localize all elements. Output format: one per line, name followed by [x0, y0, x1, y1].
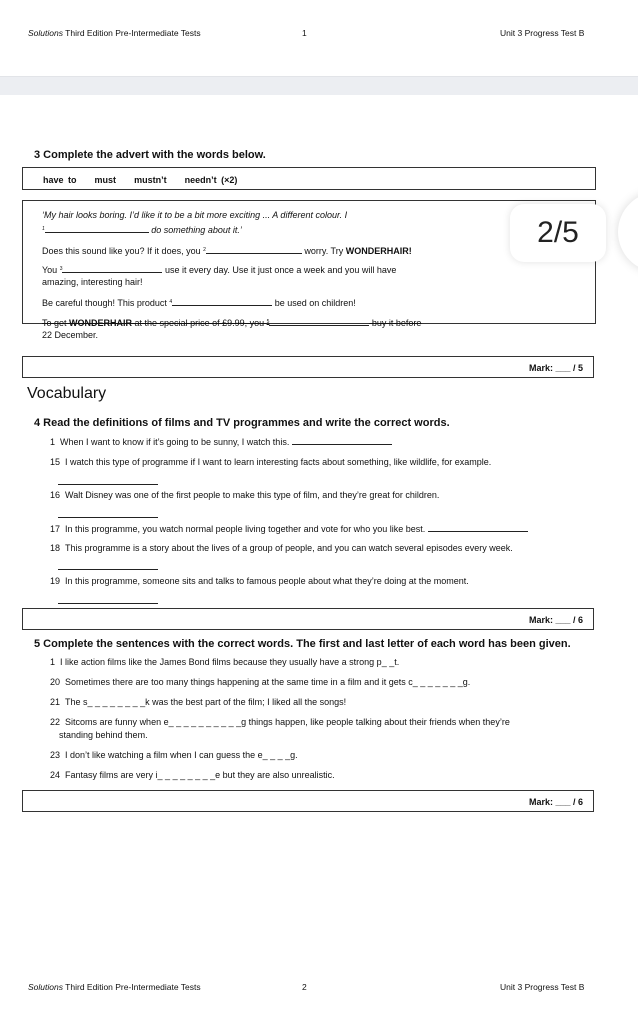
word-bank-item: must: [94, 175, 117, 185]
header-page-number: 1: [302, 28, 307, 38]
sentence-item-continued: standing behind them.: [59, 730, 148, 740]
mark-box-4: [22, 608, 594, 630]
advert-line-1: ‘My hair looks boring. I’d like it to be a bit more exciting ... A different colour. I: [42, 210, 348, 220]
answer-blank-2[interactable]: [206, 245, 302, 254]
header-book-title: Solutions Third Edition Pre-Intermediate Tests: [28, 28, 201, 38]
sentence-item: 20 Sometimes there are too many things happening at the same time in a film and it gets c_ _ _ _ _ _ _g.: [50, 677, 471, 687]
definition-item: 15 I watch this type of programme if I want to learn interesting facts about something, like wildlife, for example.: [50, 457, 492, 467]
answer-blank[interactable]: [58, 561, 158, 570]
footer-page-number: 2: [302, 982, 307, 992]
answer-blank-1[interactable]: [45, 224, 149, 233]
word-bank-item: have to: [43, 175, 77, 185]
mark-4: Mark: ___ / 6: [528, 615, 583, 625]
mark-box-5: [22, 790, 594, 812]
sentence-item: 23 I don’t like watching a film when I can guess the e_ _ _ _g.: [50, 750, 298, 760]
section3-title: 3 Complete the advert with the words below.: [34, 149, 266, 161]
advert-line-3: You $^3$ use it every day. Use it just once a week and you will have: [42, 265, 397, 275]
advert-line-3c: amazing, interesting hair!: [42, 277, 143, 287]
score-badge: 2/5: [510, 204, 606, 262]
mark-3: Mark: ___ / 5: [528, 363, 583, 373]
advert-line-2: Does this sound like you? If it does, you $^2$ worry. Try WONDERHAIR!: [42, 246, 412, 256]
sentence-item: 24 Fantasy films are very i_ _ _ _ _ _ _ _e but they are also unrealistic.: [50, 770, 335, 780]
advert-line-5d: 22 December.: [42, 330, 99, 340]
sentence-item: 21 The s_ _ _ _ _ _ _ _k was the best part of the film; I liked all the songs!: [50, 697, 347, 707]
definition-item: 18 This programme is a story about the lives of a group of people, and you can watch several episodes every week.: [50, 543, 513, 553]
answer-blank[interactable]: [292, 436, 392, 445]
definition-item: 16 Walt Disney was one of the first people to make this type of film, and they’re great for children.: [50, 490, 440, 500]
answer-blank[interactable]: [58, 509, 158, 518]
vocabulary-heading: Vocabulary: [27, 385, 107, 402]
mark-box-3: [22, 356, 594, 378]
answer-blank-5[interactable]: [269, 317, 369, 326]
answer-blank[interactable]: [58, 595, 158, 604]
sentence-item: 1 I like action films like the James Bond films because they usually have a strong p_ _t.: [50, 657, 400, 667]
answer-blank-4[interactable]: [172, 297, 272, 306]
section4-title: 4 Read the definitions of films and TV programmes and write the correct words.: [34, 417, 450, 429]
sentence-item: 22 Sitcoms are funny when e_ _ _ _ _ _ _ _ _ _g things happen, like people talking about their friends when they’re: [50, 717, 510, 727]
advert-line-5: To get WONDERHAIR at the special price of £9.99, you $^5$ buy it before: [42, 318, 422, 328]
definition-item: 1 When I want to know if it’s going to be sunny, I watch this.: [50, 436, 392, 448]
page-divider: [0, 76, 638, 95]
definition-item: 17 In this programme, you watch normal people living together and vote for who you like best.: [50, 523, 528, 535]
definition-item: 19 In this programme, someone sits and talks to famous people about what they’re doing at the moment.: [50, 576, 469, 586]
answer-blank-3[interactable]: [62, 264, 162, 273]
footer-unit: Unit 3 Progress Test B: [500, 982, 585, 992]
footer-book-title: Solutions Third Edition Pre-Intermediate Tests: [28, 982, 201, 992]
answer-blank[interactable]: [58, 476, 158, 485]
section5-title: 5 Complete the sentences with the correct words. The first and last letter of each word has been given.: [34, 638, 571, 650]
header-unit: Unit 3 Progress Test B: [500, 28, 585, 38]
word-bank-item: mustn’t: [134, 175, 167, 185]
side-scroll-button[interactable]: [618, 192, 638, 272]
word-bank: [22, 167, 596, 190]
advert-line-4: Be careful though! This product $^4$ be used on children!: [42, 298, 356, 308]
mark-5: Mark: ___ / 6: [528, 797, 583, 807]
answer-blank[interactable]: [428, 523, 528, 532]
word-bank-item: needn’t (×2): [184, 175, 238, 185]
advert-line-1b: $^1$ do something about it.’: [42, 225, 242, 235]
